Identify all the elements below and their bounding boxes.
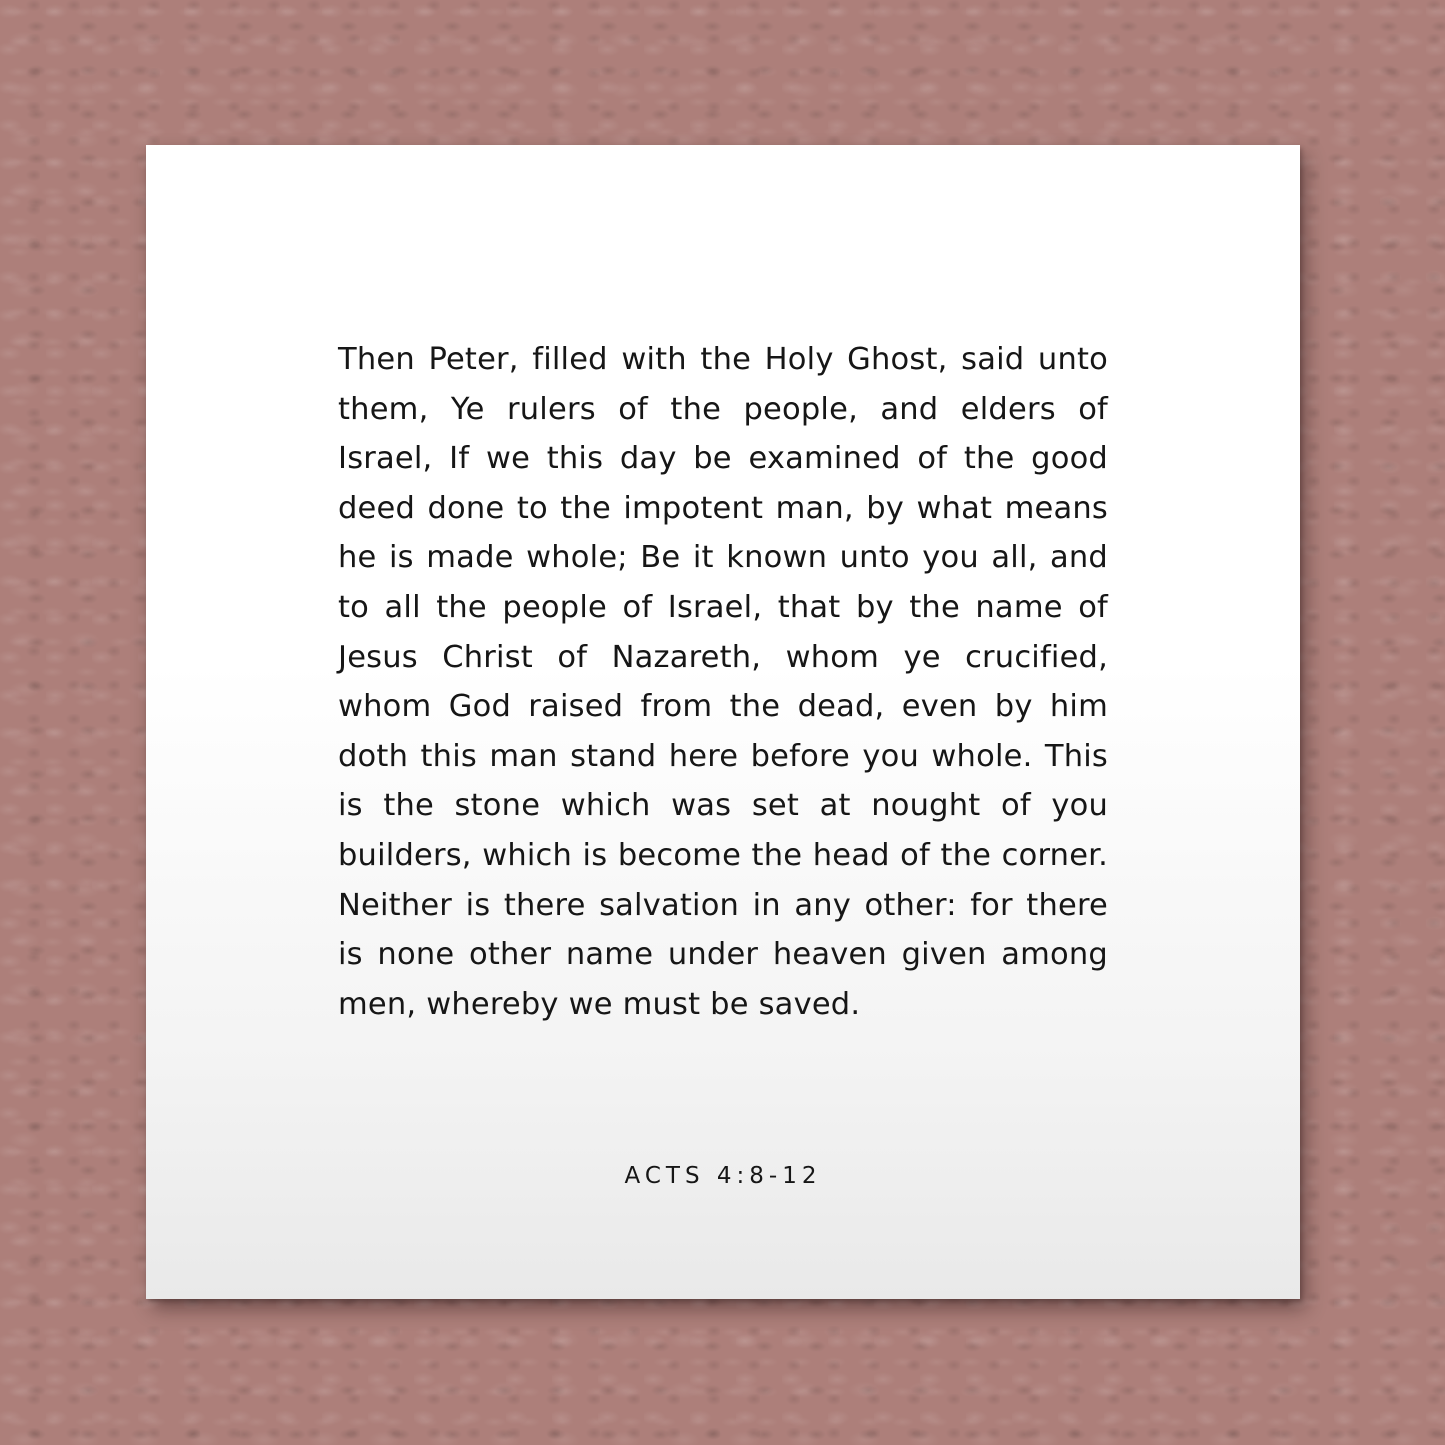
scripture-quote-text: Then Peter, filled with the Holy Ghost, said unto them, Ye rulers of the people, and elders of Israel, If we this day be examined of the good deed done to the impotent man, by what means he is made whole; Be it known unto you all, and to all the people of Israel, that by the name of Jesus Christ of Nazareth, whom ye crucified, whom God raised from the dead, even by him doth this man stand here before you whole. This is the stone which was set at nought of you builders, which is become the head of the corner. Neither is there salvation in any other: for there is none other name under heaven given among men, whereby we must be saved. <box>338 342 1108 1022</box>
scripture-print-card <box>146 145 1300 1299</box>
scripture-reference: ACTS 4:8-12 <box>624 1163 822 1189</box>
